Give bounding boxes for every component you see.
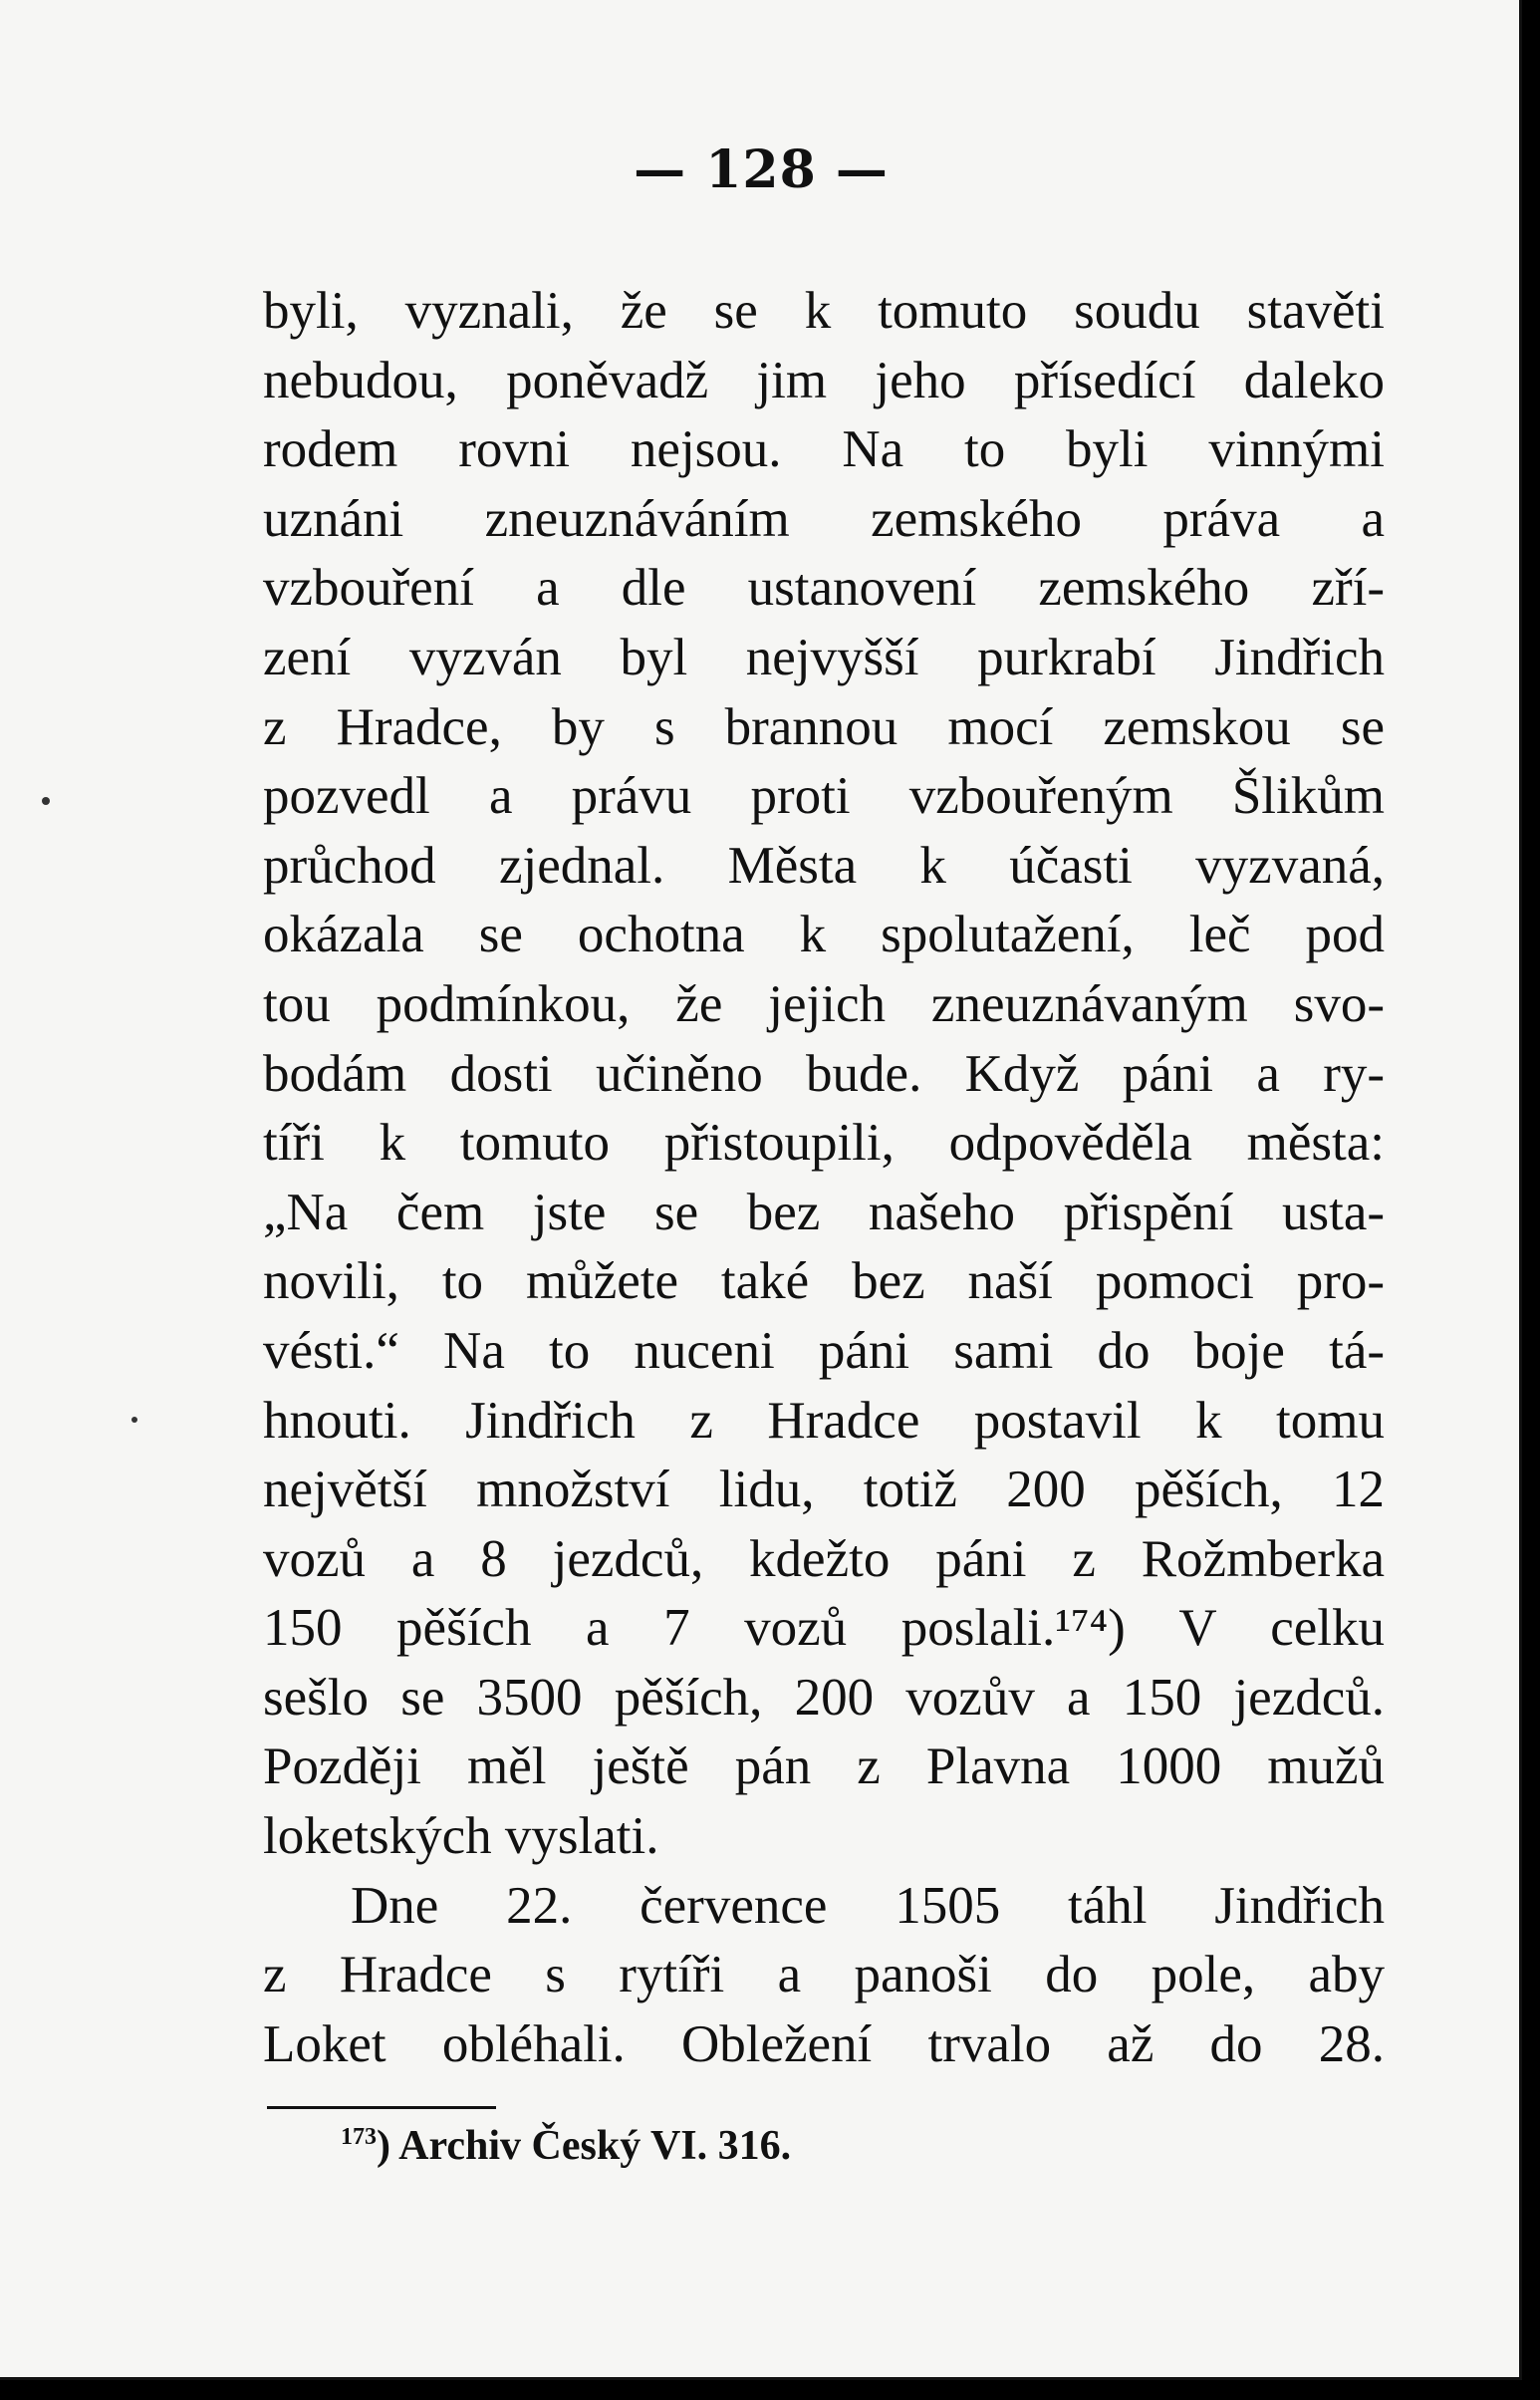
text-line: vozů a 8 jezdců, kdežto páni z Rožmberka — [263, 1529, 1385, 1588]
text-line: Loket obléhali. Obležení trvalo až do 28. — [263, 2014, 1385, 2073]
text-line: zení vyzván byl nejvyšší purkrabí Jindřich — [263, 628, 1385, 686]
text-line: uznáni zneuznáváním zemského práva a — [263, 489, 1385, 548]
footnote-text: ) Archiv Český VI. 316. — [377, 2123, 792, 2169]
text-line: tíři k tomuto přistoupili, odpověděla města: — [263, 1114, 1385, 1173]
text-line: největší množství lidu, totiž 200 pěších, 12 — [263, 1461, 1385, 1519]
scan-speck — [42, 797, 50, 805]
text-line: hnouti. Jindřich z Hradce postavil k tomu — [263, 1391, 1385, 1450]
text-line: z Hradce, by s brannou mocí zemskou se — [263, 697, 1385, 756]
text-line: rodem rovni nejsou. Na to byli vinnými — [263, 420, 1385, 479]
body-text — [263, 277, 1385, 2079]
text-line: průchod zjednal. Města k účasti vyzvaná, — [263, 836, 1385, 895]
text-line: byli, vyznali, že se k tomuto soudu stavěti — [263, 282, 1385, 340]
page-number: — 128 — — [634, 139, 889, 200]
text-line: tou podmínkou, že jejich zneuznávaným svo- — [263, 974, 1385, 1033]
footnote — [341, 2122, 791, 2170]
text-line: pozvedl a právu proti vzbouřeným Šlikům — [263, 767, 1385, 826]
text-line: vzbouření a dle ustanovení zemského zří- — [263, 559, 1385, 618]
text-line: novili, to můžete také bez naší pomoci pro- — [263, 1252, 1385, 1311]
text-line: „Na čem jste se bez našeho přispění usta- — [263, 1183, 1385, 1241]
text-line: 150 pěších a 7 vozů poslali.¹⁷⁴) V celku — [263, 1599, 1385, 1658]
text-line: bodám dosti učiněno bude. Když páni a ry- — [263, 1044, 1385, 1103]
footnote-marker: 173 — [341, 2124, 377, 2150]
footnote-rule — [267, 2106, 496, 2109]
text-line: loketských vyslati. — [263, 1807, 659, 1866]
scan-speck — [131, 1417, 137, 1423]
text-line: z Hradce s rytíři a panoši do pole, aby — [263, 1946, 1385, 2004]
text-line: okázala se ochotna k spolutažení, leč pod — [263, 906, 1385, 964]
text-line: vésti.“ Na to nuceni páni sami do boje tá- — [263, 1321, 1385, 1380]
text-line: sešlo se 3500 pěších, 200 vozův a 150 jezdců. — [263, 1668, 1385, 1727]
text-line: Později měl ještě pán z Plavna 1000 mužů — [263, 1737, 1385, 1796]
text-line: Dne 22. července 1505 táhl Jindřich — [351, 1876, 1385, 1935]
text-line: nebudou, poněvadž jim jeho přísedící daleko — [263, 351, 1385, 409]
